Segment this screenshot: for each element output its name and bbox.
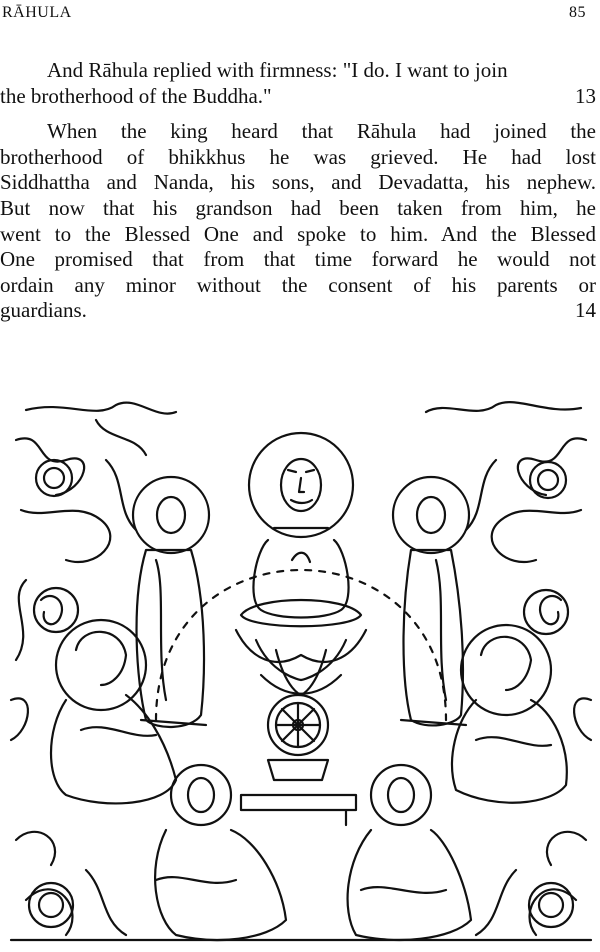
text-line: When the king heard that Rāhula had joined the bbox=[47, 119, 596, 144]
seated-disciple-bottom-left bbox=[155, 765, 286, 940]
chapter-title: RĀHULA bbox=[2, 4, 72, 21]
paragraph-verse-14 bbox=[0, 119, 596, 324]
text-line-content: guardians. bbox=[0, 298, 87, 323]
paragraph-verse-13 bbox=[0, 58, 596, 109]
seated-disciple-bottom-right bbox=[348, 765, 471, 940]
standing-disciple-right bbox=[393, 477, 469, 725]
seated-disciple-right bbox=[452, 625, 567, 803]
lotus-throne bbox=[236, 630, 366, 695]
dharma-wheel bbox=[268, 695, 328, 780]
body-text bbox=[0, 58, 596, 334]
running-header bbox=[2, 4, 586, 28]
text-line: went to the Blessed One and spoke to him. And the Blessed bbox=[0, 221, 596, 246]
seated-disciple-left bbox=[51, 620, 176, 803]
text-line bbox=[0, 298, 596, 324]
text-line bbox=[0, 84, 596, 110]
page-number: 85 bbox=[569, 4, 586, 21]
text-line-content: the brotherhood of the Buddha." bbox=[0, 83, 272, 108]
verse-number: 14 bbox=[575, 298, 596, 323]
buddha-engraving-illustration bbox=[6, 400, 596, 945]
text-line: And Rāhula replied with firmness: "I do. I want to join bbox=[47, 58, 508, 82]
text-line: One promised that from that time forward he would not bbox=[0, 247, 596, 272]
text-line: ordain any minor without the consent of his parents or bbox=[0, 272, 596, 297]
engraving-svg bbox=[6, 400, 596, 945]
verse-number: 13 bbox=[575, 83, 596, 108]
text-line: But now that his grandson had been taken from him, he bbox=[0, 195, 596, 220]
text-line: Siddhattha and Nanda, his sons, and Devadatta, his nephew. bbox=[0, 170, 596, 195]
pedestal bbox=[241, 795, 356, 825]
standing-disciple-left bbox=[133, 477, 209, 727]
buddha-figure bbox=[241, 433, 361, 626]
text-line: brotherhood of bhikkhus he was grieved. He had lost bbox=[0, 144, 596, 169]
